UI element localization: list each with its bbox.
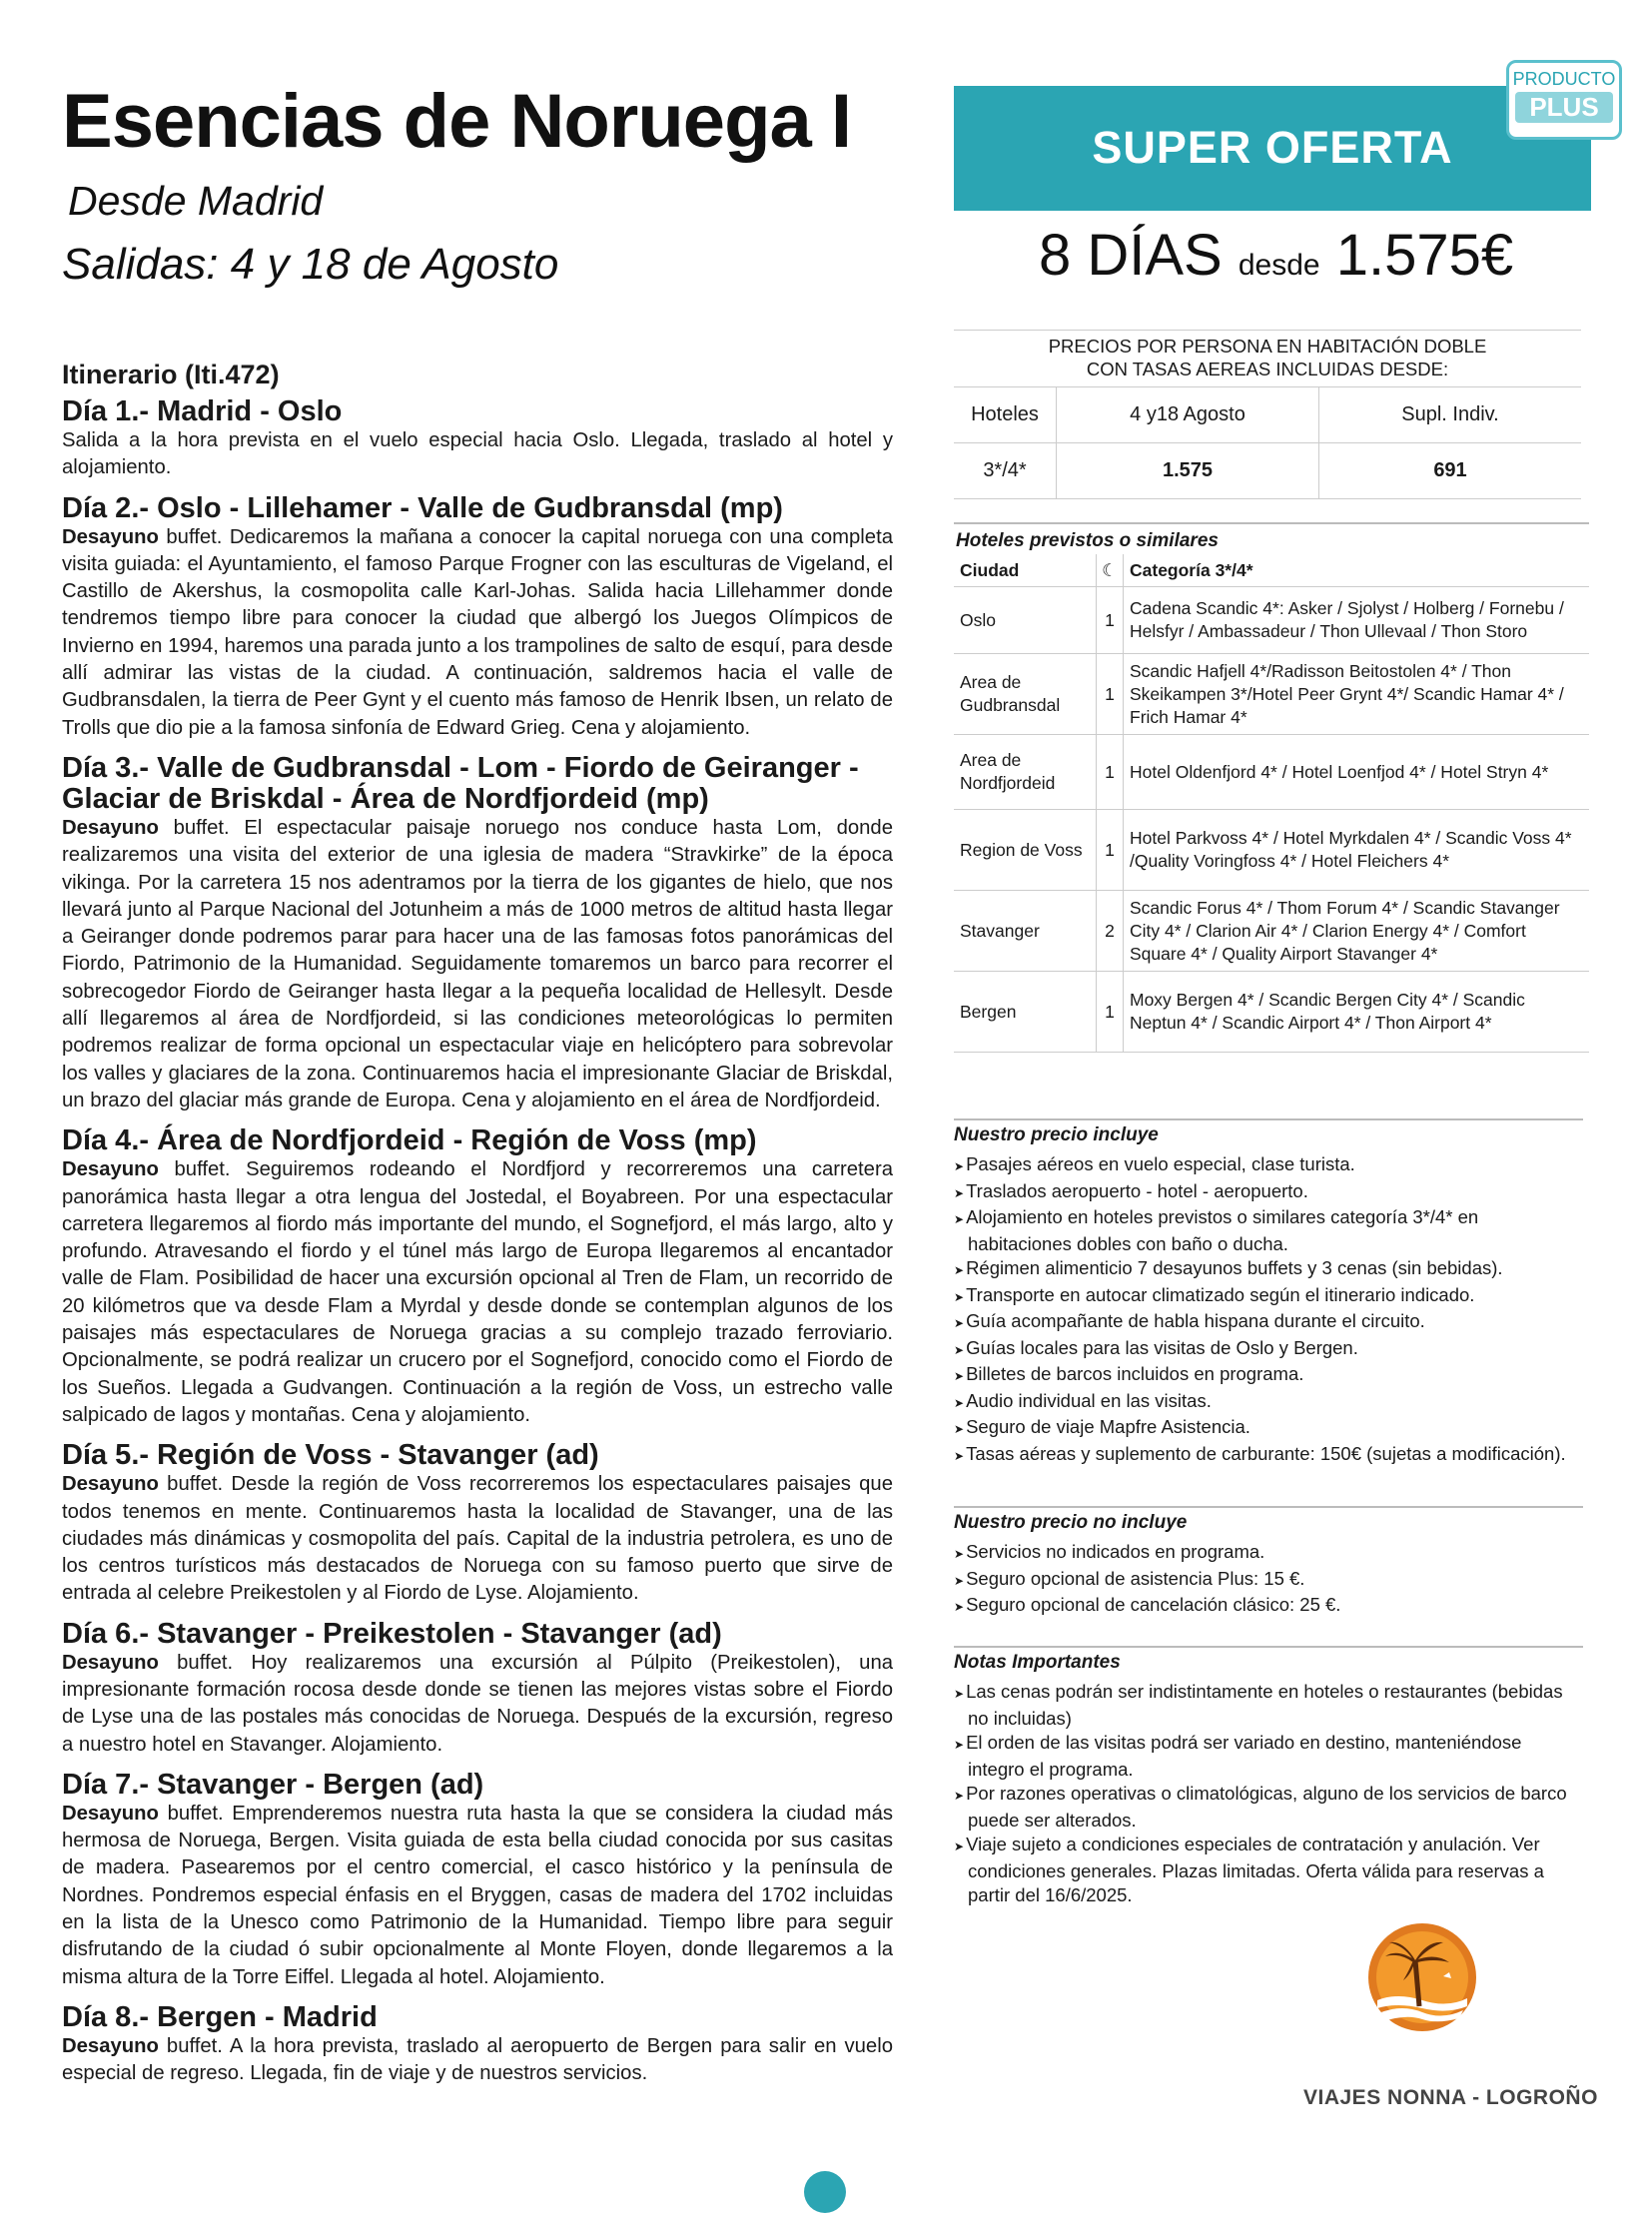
day-description — [62, 524, 893, 742]
hotel-city: Area de Gudbransdal — [960, 672, 1061, 715]
itinerary-day — [62, 493, 893, 742]
day-text: buffet. Emprenderemos nuestra ruta hasta la que se considera la ciudad más hermosa de Noruega, Bergen. Visita guiada de esta bella ciudad conocida por sus casitas de madera. Pasearemos por el centro comercial, el casco histórico y la península de Nordnes. Pondremos especial énfasis en el Bryggen, casas de madera del 1702 incluidas en la lista de la Unesco como Patrimonio de la Humanidad. Tiempo libre para seguir disfrutando de la ciudad ó subir opcionalmente al Monte Floyen, donde llegaremos a la misma altura de la Torre Eiffel. Llegada al hotel. Alojamiento. — [62, 1802, 893, 1988]
hotel-row — [954, 972, 1589, 1053]
price-table-header-row — [954, 387, 1581, 443]
day-description — [62, 1650, 893, 1759]
price-from-label: desde — [1238, 249, 1320, 282]
day-breakfast-label: Desayuno — [62, 1802, 159, 1825]
agency-name: VIAJES NONNA - LOGROÑO — [1303, 2086, 1598, 2109]
badge-top-label: PRODUCTO — [1512, 69, 1616, 89]
moon-icon: ☾ — [1096, 554, 1124, 586]
hotel-city: Bergen — [960, 1001, 1017, 1022]
hotels-col-category: Categoría 3*/4* — [1130, 559, 1253, 580]
hotel-row — [954, 587, 1589, 654]
hotel-list: Scandic Forus 4* / Thom Forum 4* / Scandic Stavanger City 4* / Clarion Air 4* / Clarion Energy 4* / Comfort Square 4* / Quality Airport Stavanger 4* — [1130, 897, 1560, 964]
hotel-city: Stavanger — [960, 920, 1040, 941]
trip-days: 8 DÍAS — [1039, 223, 1223, 288]
hotel-nights: 1 — [1096, 810, 1124, 890]
hotel-list: Hotel Oldenfjord 4* / Hotel Loenfjod 4* / Hotel Stryn 4* — [1130, 761, 1549, 782]
price-col-dates: 4 y18 Agosto — [1057, 387, 1319, 442]
price-col-hotels: Hoteles — [954, 387, 1057, 442]
itinerary — [62, 360, 893, 2099]
price-table-row — [954, 443, 1581, 499]
itinerary-days — [62, 396, 893, 2088]
itinerary-day — [62, 396, 893, 482]
price-value: 1.575 — [1057, 443, 1319, 498]
hotels-col-city: Ciudad — [960, 559, 1020, 580]
super-offer-banner — [954, 86, 1591, 211]
includes-item: ➤ Tasas aéreas y suplemento de carburante: 150€ (sujetas a modificación). — [954, 1442, 1583, 1469]
itinerary-day — [62, 1770, 893, 1991]
hotel-row — [954, 891, 1589, 972]
includes-item: ➤ Alojamiento en hoteles previstos o similares categoría 3*/4* en habitaciones dobles con baño o ducha. — [954, 1205, 1583, 1256]
includes-item: ➤ Traslados aeropuerto - hotel - aeropuerto. — [954, 1179, 1583, 1206]
price-table-heading — [954, 331, 1581, 387]
supplement-value: 691 — [1433, 459, 1467, 481]
day-title: Día 4.- Área de Nordfjordeid - Región de Voss (mp) — [62, 1124, 757, 1157]
price-col-supplement: Supl. Indiv. — [1401, 403, 1499, 425]
producto-plus-badge — [1506, 60, 1622, 140]
day-text: buffet. Hoy realizaremos una excursión al Púlpito (Preikestolen), una impresionante formación rocosa desde donde se tienen las mejores vistas sobre el Fiordo de Lyse una de las postales más conocidas de Noruega. Después de la excursión, regreso a nuestro hotel en Stavanger. Alojamiento. — [62, 1651, 893, 1756]
day-title: Día 8.- Bergen - Madrid — [62, 2000, 378, 2033]
page-title: Esencias de Noruega I — [62, 79, 851, 164]
hotels-table — [954, 522, 1589, 1053]
includes-item: ➤ Transporte en autocar climatizado según el itinerario indicado. — [954, 1283, 1583, 1310]
day-title: Día 1.- Madrid - Oslo — [62, 395, 343, 427]
hotel-list: Scandic Hafjell 4*/Radisson Beitostolen 4* / Thon Skeikampen 3*/Hotel Peer Grynt 4*/ Scandic Hamar 4* / Frich Hamar 4* — [1130, 660, 1564, 727]
day-text: buffet. Dedicaremos la mañana a conocer la capital noruega con una completa visita guiada: el Ayuntamiento, el famoso Parque Frogner con las esculturas de Vigeland, el Castillo de Akershus, la cosmopolita calle Karl-Johas. Salida hacia Lillehammer donde tendremos tiempo libre para conocer la ciudad que albergó los Juegos Olímpicos de Invierno en 1994, haremos una parada junto a los trampolines de salto de esquí, para desde allí admirar las vistas de la ciudad. A continuación, saldremos hacia el valle de Gudbransdalen, la tierra de Peer Gynt y el cuento más famoso de Henrik Ibsen, un relato de Trolls que dio pie a la famosa sinfonía de Edward Grieg. Cena y alojamiento. — [62, 525, 893, 739]
day-text: buffet. Seguiremos rodeando el Nordfjord y recorreremos una carretera panorámica hasta llegar a otra lengua del Jostedal, el Boyabreen. Por una espectacular carretera llegaremos al fiordo más importante del mundo, el Sognefjord, el más largo, alto y profundo. Atravesando el fiordo y el túnel más largo de Europa llegaremos al encantador valle de Flam. Posibilidad de hacer una excursión opcional al Tren de Flam, un recorrido de 20 kilómetros que va desde Flam a Myrdal y desde donde se contemplan algunos de los paisajes más espectaculares de Noruega gracias a su complejo trazado ferroviario. Opcionalmente, se podrá realizar un crucero por el Sognefjord, conocido como el Fiordo de los Sueños. Llegada a Gudvangen. Continuación a la región de Voss, un estrecho valle salpicado de lagos y montañas. Cena y alojamiento. — [62, 1158, 893, 1426]
includes-item: ➤ Audio individual en las visitas. — [954, 1389, 1583, 1416]
day-title: Día 6.- Stavanger - Preikestolen - Stavanger (ad) — [62, 1617, 722, 1650]
hotel-list: Moxy Bergen 4* / Scandic Bergen City 4* / Scandic Neptun 4* / Scandic Airport 4* / Thon Airport 4* — [1130, 990, 1525, 1033]
notes-item: ➤ Viaje sujeto a condiciones especiales de contratación y anulación. Ver condiciones generales. Plazas limitadas. Oferta válida para reservas a partir del 16/6/2025. — [954, 1833, 1583, 1908]
day-breakfast-label: Desayuno — [62, 816, 159, 839]
day-breakfast-label: Desayuno — [62, 1651, 159, 1674]
includes-list — [954, 1152, 1583, 1468]
includes-item: ➤ Guías locales para las visitas de Oslo y Bergen. — [954, 1336, 1583, 1363]
excludes-list — [954, 1540, 1583, 1620]
day-breakfast-label: Desayuno — [62, 525, 159, 548]
palm-beach-logo-icon — [1367, 1922, 1477, 2032]
day-text: Salida a la hora prevista en el vuelo especial hacia Oslo. Llegada, traslado al hotel y alojamiento. — [62, 429, 893, 479]
excludes-item: ➤ Servicios no indicados en programa. — [954, 1540, 1583, 1567]
hotel-list: Hotel Parkvoss 4* / Hotel Myrkdalen 4* / Scandic Voss 4* /Quality Voringfoss 4* / Hotel Fleichers 4* — [1130, 828, 1572, 871]
hotel-city: Area de Nordfjordeid — [960, 750, 1056, 793]
day-breakfast-label: Desayuno — [62, 2034, 159, 2057]
hotel-city: Region de Voss — [960, 839, 1083, 860]
itinerary-day — [62, 1125, 893, 1429]
day-description — [62, 1471, 893, 1607]
price-headline — [1039, 222, 1513, 289]
notes-item: ➤ El orden de las visitas podrá ser variado en destino, manteniéndose integro el programa. — [954, 1731, 1583, 1782]
excludes-item: ➤ Seguro opcional de cancelación clásico: 25 €. — [954, 1593, 1583, 1620]
day-breakfast-label: Desayuno — [62, 1473, 159, 1496]
includes-title: Nuestro precio incluye — [954, 1118, 1583, 1152]
day-title: Día 5.- Región de Voss - Stavanger (ad) — [62, 1439, 599, 1472]
includes-item: ➤ Pasajes aéreos en vuelo especial, clase turista. — [954, 1152, 1583, 1179]
notes-title: Notas Importantes — [954, 1646, 1583, 1680]
day-description — [62, 427, 893, 482]
departure-city: Desde Madrid — [68, 178, 324, 224]
hotel-list: Cadena Scandic 4*: Asker / Sjolyst / Holberg / Fornebu / Helsfyr / Ambassadeur / Thon Ullevaal / Thon Storo — [1130, 598, 1564, 641]
day-description — [62, 1801, 893, 1991]
trip-price: 1.575€ — [1335, 223, 1514, 288]
notes-item: ➤ Por razones operativas o climatológicas, alguno de los servicios de barco puede ser alterados. — [954, 1782, 1583, 1833]
hotel-nights: 1 — [1096, 735, 1124, 809]
page-marker — [804, 2171, 846, 2213]
itinerary-code: Itinerario (Iti.472) — [62, 360, 280, 389]
itinerary-day — [62, 753, 893, 1114]
day-description — [62, 815, 893, 1114]
super-offer-label: SUPER OFERTA — [1092, 122, 1453, 173]
includes-item: ➤ Billetes de barcos incluidos en programa. — [954, 1362, 1583, 1389]
departure-dates: Salidas: 4 y 18 de Agosto — [62, 240, 559, 289]
hotels-header-row — [954, 554, 1589, 587]
hotel-nights: 2 — [1096, 891, 1124, 971]
day-text: buffet. Desde la región de Voss recorreremos los espectaculares paisajes que todos tenemos en mente. Continuaremos hasta la localidad de Stavanger, una de las ciudades más dinámicas y cosmopolita del país. Capital de la industria petrolera, es uno de los centros turísticos más destacados de Noruega con su famoso puerto que sirve de entrada al celebre Preikestolen y al Fiordo de Lyse. Alojamiento. — [62, 1473, 893, 1605]
day-text: buffet. El espectacular paisaje noruego nos conduce hasta Lom, donde realizaremos una visita del exterior de una iglesia de madera “Stravkirke” de la época vikinga. Por la carretera 15 nos adentramos por la tierra de los gigantes de hielo, que nos llevará junto al Parque Nacional del Jotunheim a más de 1000 metros de altitud hasta llegar a Geiranger donde podremos parar para hacer una de las famosas fotos panorámicas del Fiordo, Patrimonio de la Humanidad. Seguidamente tomaremos un barco para recorrer el sobrecogedor Fiordo de Geiranger hasta llegar a la pequeña localidad de Hellesylt. Desde allí llegaremos al área de Nordfjordeid, si las condiciones meteorológicas lo permiten podremos realizar de forma opcional un espectacular viaje en helicóptero para sobrevolar los valles y glaciares de la zona. Continuaremos hacia el impresionante Glaciar de Briskdal, un brazo del glaciar más grande de Europa. Cena y alojamiento en el área de Nordfjordeid. — [62, 816, 893, 1111]
notes-list — [954, 1680, 1583, 1908]
itinerary-day — [62, 2002, 893, 2088]
itinerary-day — [62, 1619, 893, 1759]
includes-item: ➤ Guía acompañante de habla hispana durante el circuito. — [954, 1309, 1583, 1336]
day-breakfast-label: Desayuno — [62, 1158, 159, 1181]
notes-section — [954, 1646, 1583, 1908]
notes-item: ➤ Las cenas podrán ser indistintamente en hoteles o restaurantes (bebidas no incluidas) — [954, 1680, 1583, 1731]
hotels-table-title: Hoteles previstos o similares — [956, 530, 1219, 551]
hotel-city: Oslo — [960, 609, 996, 630]
price-heading-line1: PRECIOS POR PERSONA EN HABITACIÓN DOBLE — [1048, 336, 1487, 357]
hotel-row — [954, 654, 1589, 735]
price-category: 3*/4* — [954, 443, 1057, 498]
hotel-row — [954, 810, 1589, 891]
hotel-nights: 1 — [1096, 587, 1124, 653]
includes-item: ➤ Seguro de viaje Mapfre Asistencia. — [954, 1415, 1583, 1442]
includes-item: ➤ Régimen alimenticio 7 desayunos buffets y 3 cenas (sin bebidas). — [954, 1256, 1583, 1283]
itinerary-day — [62, 1440, 893, 1607]
price-table — [954, 330, 1581, 499]
price-heading-line2: CON TASAS AEREAS INCLUIDAS DESDE: — [1086, 359, 1449, 379]
hotel-nights: 1 — [1096, 654, 1124, 734]
hotels-rows — [954, 587, 1589, 1053]
excludes-title: Nuestro precio no incluye — [954, 1506, 1583, 1540]
excludes-item: ➤ Seguro opcional de asistencia Plus: 15 €. — [954, 1567, 1583, 1594]
day-description — [62, 2033, 893, 2088]
excludes-section — [954, 1506, 1583, 1620]
includes-section — [954, 1118, 1583, 1468]
badge-plus-label: PLUS — [1515, 92, 1612, 123]
day-title: Día 7.- Stavanger - Bergen (ad) — [62, 1768, 484, 1801]
hotel-nights: 1 — [1096, 972, 1124, 1052]
day-description — [62, 1156, 893, 1429]
day-title: Día 3.- Valle de Gudbransdal - Lom - Fiordo de Geiranger - Glaciar de Briskdal - Área de Nordfjordeid (mp) — [62, 751, 859, 815]
day-title: Día 2.- Oslo - Lillehamer - Valle de Gudbransdal (mp) — [62, 491, 783, 524]
hotel-row — [954, 735, 1589, 810]
day-text: buffet. A la hora prevista, traslado al aeropuerto de Bergen para salir en vuelo especial de regreso. Llegada, fin de viaje y de nuestros servicios. — [62, 2034, 893, 2085]
